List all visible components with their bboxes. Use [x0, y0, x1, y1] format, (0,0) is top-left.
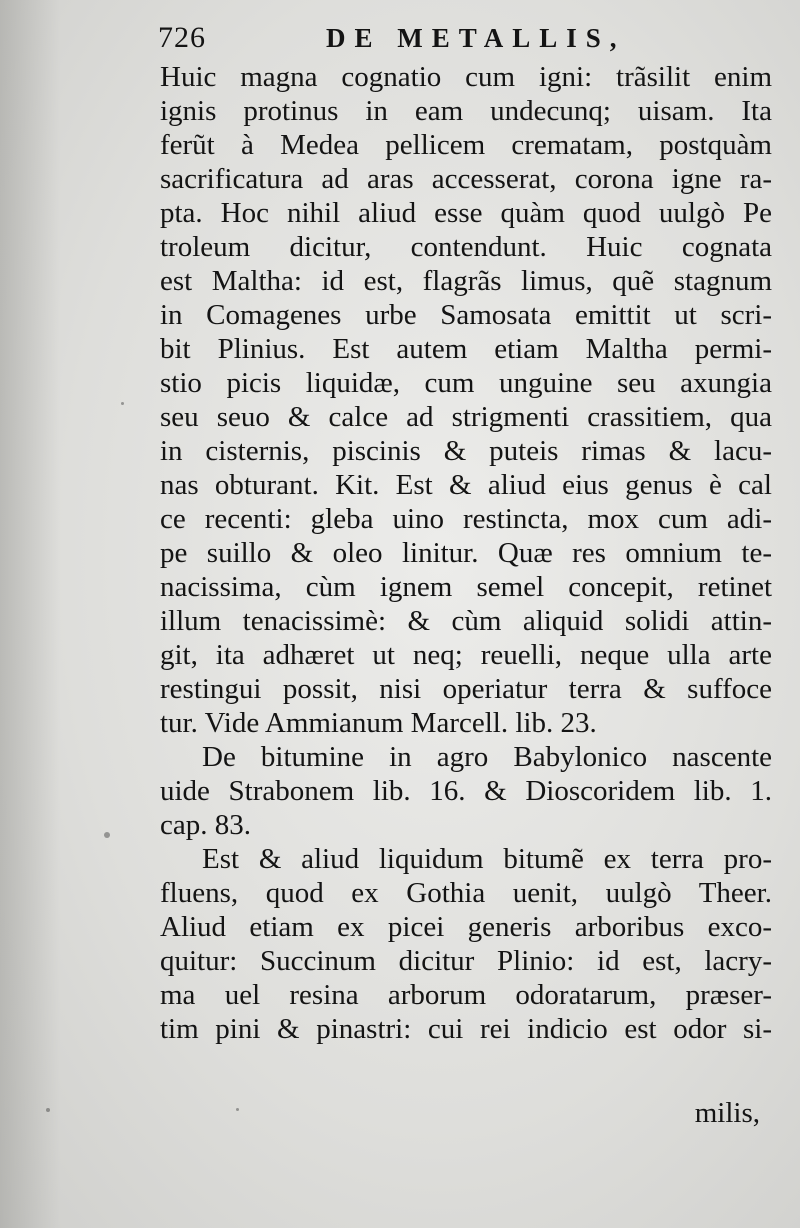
text-line: troleum dicitur, contendunt. Huic cognata [160, 231, 772, 263]
text-line: tur. Vide Ammianum Marcell. lib. 23. [160, 707, 597, 739]
page-header [158, 14, 628, 62]
text-line: quitur: Succinum dicitur Plinio: id est, lacry- [160, 945, 772, 977]
text-line: tim pini & pinastri: cui rei indicio est odor si- [160, 1013, 772, 1045]
text-line: uide Strabonem lib. 16. & Dioscoridem lib. 1. [160, 775, 772, 807]
text-line: nas obturant. Kit. Est & aliud eius genus è cal [160, 469, 772, 501]
text-line: Est & aliud liquidum bitumẽ ex terra pro- [202, 843, 772, 875]
text-line: ce recenti: gleba uino restincta, mox cum adi- [160, 503, 772, 535]
text-line: fluens, quod ex Gothia uenit, uulgò Theer. [160, 877, 772, 909]
text-line: restingui possit, nisi operiatur terra & suffoce [160, 673, 772, 705]
body-text [160, 60, 772, 1046]
text-line: ignis protinus in eam undecunq; uisam. Ita [160, 95, 772, 127]
text-line: in cisternis, piscinis & puteis rimas & lacu- [160, 435, 772, 467]
text-line: ma uel resina arborum odoratarum, præser- [160, 979, 772, 1011]
text-line: Aliud etiam ex picei generis arboribus exco- [160, 911, 772, 943]
page-number: 726 [158, 21, 206, 54]
text-line: De bitumine in agro Babylonico nascente [202, 741, 772, 773]
text-line: pe suillo & oleo linitur. Quæ res omnium te- [160, 537, 772, 569]
text-line: cap. 83. [160, 809, 251, 841]
text-line: est Maltha: id est, flagrãs limus, quẽ stagnum [160, 265, 772, 297]
text-line: seu seuo & calce ad strigmenti crassitiem, qua [160, 401, 772, 433]
text-line: stio picis liquidæ, cum unguine seu axungia [160, 367, 772, 399]
page-fold-shadow [0, 0, 60, 1228]
catchword: milis, [694, 1097, 760, 1129]
text-line: illum tenacissimè: & cùm aliquid solidi attin- [160, 605, 772, 637]
text-line: git, ita adhæret ut neq; reuelli, neque ulla arte [160, 639, 772, 671]
ink-speck [104, 832, 110, 838]
text-line: bit Plinius. Est autem etiam Maltha permi- [160, 333, 772, 365]
text-line: Huic magna cognatio cum igni: trãsilit enim [160, 61, 772, 93]
text-line: nacissima, cùm ignem semel concepit, retinet [160, 571, 772, 603]
ink-speck [236, 1108, 239, 1111]
text-line: pta. Hoc nihil aliud esse quàm quod uulgò Pe [160, 197, 772, 229]
text-line: sacrificatura ad aras accesserat, corona igne ra- [160, 163, 772, 195]
text-line: in Comagenes urbe Samosata emittit ut scri- [160, 299, 772, 331]
text-line: ferũt à Medea pellicem crematam, postquàm [160, 129, 772, 161]
running-title: DE METALLIS, [326, 23, 626, 53]
ink-speck [46, 1108, 50, 1112]
ink-speck [121, 402, 124, 405]
